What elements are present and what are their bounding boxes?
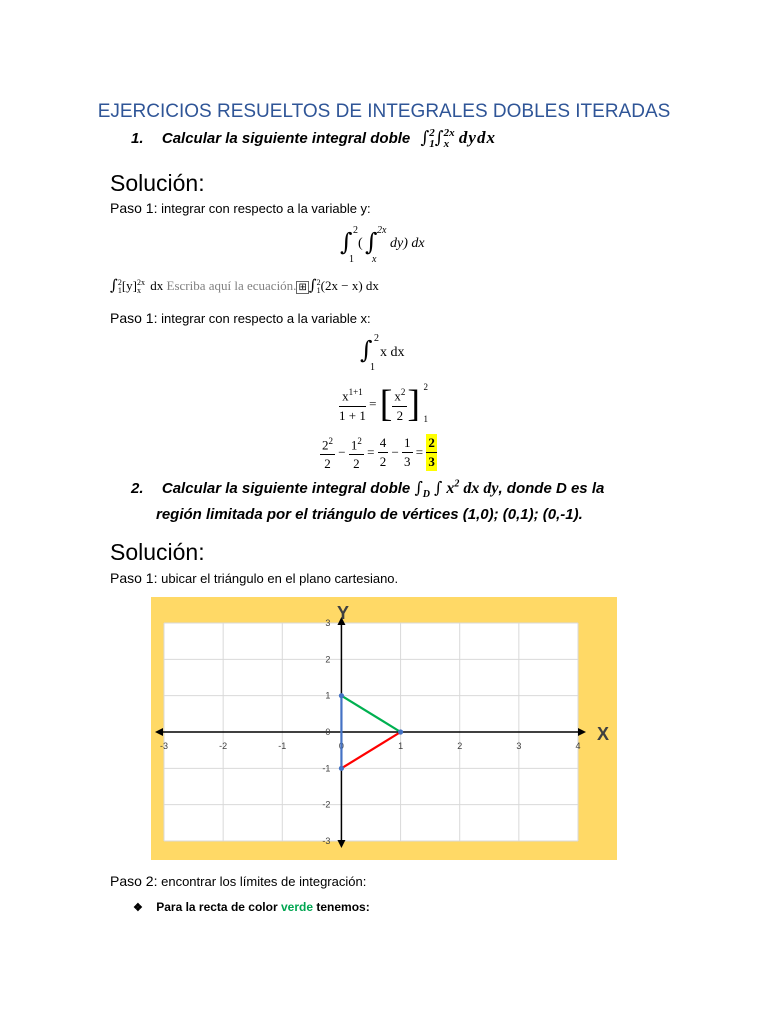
inner-lower-limit: x [372, 254, 377, 265]
numerator: 1 [350, 437, 358, 453]
bullet-item [133, 900, 370, 914]
numerator: x [394, 388, 401, 404]
step-1 [110, 200, 371, 216]
step-2a [110, 570, 398, 586]
differential: dx dy [463, 480, 499, 497]
numerator: 2 [322, 437, 329, 453]
integral-sign: ∫ [434, 128, 444, 148]
upper-limit: 2 [374, 333, 379, 344]
fraction: $\frac{1}{3}$ [404, 435, 411, 470]
integral-sign: ∫ [414, 478, 423, 497]
integral-sign: ∫ [365, 228, 378, 256]
integral-expression [420, 127, 496, 151]
exponent: 2 [454, 478, 460, 490]
lower-limit: 1 [423, 414, 428, 424]
lower-limit: 1 [349, 254, 354, 265]
equation-placeholder[interactable]: Escriba aquí la ecuación. [166, 278, 297, 293]
fraction [392, 383, 407, 424]
y-tick-label: 1 [325, 690, 331, 701]
solution-heading: Solución: [110, 170, 205, 196]
minus-sign: − [391, 444, 399, 460]
equals-sign: = [415, 444, 424, 460]
step-2b [110, 873, 366, 889]
inner-lower-limit: x [443, 138, 450, 151]
upper-limit: 2 [429, 127, 435, 140]
integrand: dydx [458, 128, 496, 147]
problem-2 [131, 478, 651, 500]
x-tick-label: -2 [219, 741, 228, 751]
denominator: 2 [396, 407, 404, 423]
numerator: x [342, 388, 349, 404]
lower-limit: 1 [370, 362, 375, 373]
upper-limit: 2 [316, 278, 321, 288]
fraction [349, 432, 364, 473]
denominator: 1 + 1 [339, 407, 366, 423]
domain-subscript: D [422, 489, 431, 501]
lower-limit: 1 [429, 138, 435, 151]
exponent: 2 [328, 436, 333, 446]
integral-sign: ∫ [434, 478, 443, 497]
fraction [320, 432, 335, 473]
bracket-group: [ $\frac{x^2}{2}$ ] 2 1 [379, 382, 428, 425]
exponent: 2 [400, 387, 406, 398]
step-1b [110, 310, 371, 326]
open-paren: ( [358, 236, 363, 251]
x-tick-label: 3 [516, 741, 522, 751]
equation-5 [320, 432, 437, 473]
upper-limit: 2 [353, 225, 358, 236]
step-label: Paso 1: [110, 570, 158, 586]
integral-sign: ∫ [420, 128, 430, 148]
upper-limit: 2x [137, 278, 145, 288]
solution-heading: Solución: [110, 539, 205, 565]
problem-text: Calcular la siguiente integral doble [161, 130, 411, 147]
integral-sign: ∫ [308, 276, 317, 294]
y-tick-label: -1 [322, 763, 331, 774]
y-tick-label: -2 [322, 799, 331, 810]
bullet-text: tenemos: [316, 900, 370, 914]
fraction: $\frac{4}{2}$ [379, 435, 387, 470]
equals-sign: = [369, 396, 377, 411]
lower-limit: x [137, 286, 141, 296]
y-tick-label: -3 [322, 836, 331, 846]
equation-4 [339, 382, 428, 426]
problem-number: 2. [131, 480, 144, 497]
step-label: Paso 1: [110, 200, 158, 216]
step-text: encontrar los límites de integración: [161, 874, 367, 889]
step-text: integrar con respecto a la variable x: [161, 311, 371, 326]
differential: dx [150, 278, 164, 293]
result-fraction: $\frac{2}{3}$ [428, 435, 435, 470]
integral-expression [414, 478, 499, 501]
step-text: integrar con respecto a la variable y: [161, 201, 371, 216]
upper-limit: 2 [117, 278, 122, 288]
exponent: 2 [357, 436, 362, 446]
denominator: 2 [353, 456, 360, 472]
vertex-point [398, 729, 403, 734]
problem-1 [131, 128, 651, 158]
x-tick-label: 1 [398, 741, 404, 751]
integral-sign: ∫ [360, 336, 373, 364]
equals-sign: = [367, 444, 375, 460]
x-tick-label: -3 [159, 741, 169, 751]
x-tick-label: 0 [338, 741, 344, 751]
step-text: ubicar el triángulo en el plano cartesiano. [161, 571, 399, 586]
x-tick-label: 2 [457, 741, 463, 751]
integrand: dy) dx [390, 236, 425, 251]
diamond-bullet-icon: ❖ [133, 902, 143, 914]
denominator: 2 [324, 456, 331, 472]
equation-anchor-icon: ⊞ [298, 282, 307, 293]
vertex-point [339, 693, 344, 698]
x-tick-label: -1 [278, 741, 287, 751]
y-tick-label: 3 [325, 618, 331, 628]
inner-upper-limit: 2x [443, 127, 455, 140]
bullet-text: Para la recta de color [156, 900, 278, 914]
fraction [339, 383, 366, 424]
bracket-expr: [y] [121, 278, 137, 293]
problem-text: Calcular la siguiente integral doble [161, 480, 411, 497]
y-tick-label: 2 [325, 654, 331, 665]
equation-3 [360, 332, 440, 374]
equation-2 [110, 276, 379, 295]
integrand: (2x − x) dx [320, 278, 379, 293]
y-tick-label: 0 [325, 727, 331, 737]
cartesian-plane-chart [151, 597, 617, 860]
lower-limit: 1 [117, 286, 122, 296]
integrand: x dx [380, 345, 405, 360]
problem-text: , donde D es la [498, 480, 605, 497]
upper-limit: 2 [423, 382, 428, 392]
x-axis-label: X [597, 724, 610, 744]
color-word-verde: verde [280, 900, 313, 914]
y-axis-label: Y [337, 603, 350, 623]
equation-1 [340, 224, 500, 266]
integral-sign: ∫ [110, 276, 118, 294]
step-label: Paso 2: [110, 873, 158, 889]
x-tick-label: 4 [575, 741, 581, 751]
problem-2-line-2: región limitada por el triángulo de vértices (1,0); (0,1); (0,-1). [156, 506, 583, 523]
vertex-point [339, 766, 344, 771]
minus-sign: − [338, 444, 346, 460]
page-title: EJERCICIOS RESUELTOS DE INTEGRALES DOBLES ITERADAS [97, 101, 671, 122]
step-label: Paso 1: [110, 310, 158, 326]
inner-upper-limit: 2x [377, 225, 387, 236]
integral-sign: ∫ [340, 228, 353, 256]
lower-limit: 1 [316, 286, 321, 296]
integrand: x [446, 480, 455, 497]
exponent: 1+1 [348, 387, 363, 398]
problem-number: 1. [131, 130, 144, 147]
